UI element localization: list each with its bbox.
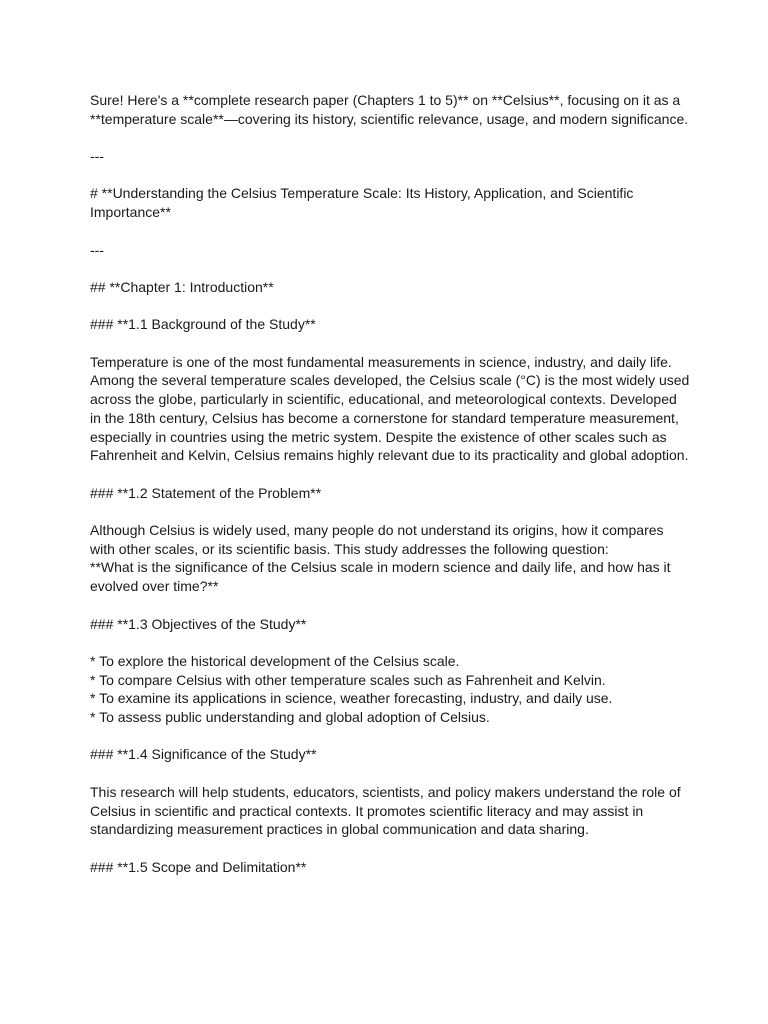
section-heading-1-2: ### **1.2 Statement of the Problem**: [90, 484, 322, 501]
problem-statement: Although Celsius is widely used, many people do not understand its origins, how it compares with other scales, or its scientific basis. This study addresses the following question:: [90, 522, 664, 557]
section-heading-1-5: ### **1.5 Scope and Delimitation**: [90, 858, 307, 875]
separator: ---: [90, 241, 104, 258]
section-heading-1-4: ### **1.4 Significance of the Study**: [90, 746, 317, 763]
section-body-1-2: [90, 521, 690, 596]
list-item: * To explore the historical development of the Celsius scale.: [90, 652, 460, 669]
document-title: # **Understanding the Celsius Temperature Scale: Its History, Application, and Scientific Importance**: [90, 185, 634, 221]
section-body-1-4: This research will help students, educators, scientists, and policy makers understand the role of Celsius in scientific and practical contexts. It promotes scientific literacy and may assist in standardizing measurement practices in global communication and data sharing.: [90, 783, 681, 838]
list-item: * To compare Celsius with other temperature scales such as Fahrenheit and Kelvin.: [90, 671, 606, 688]
chapter-heading: ## **Chapter 1: Introduction**: [90, 278, 274, 295]
list-item: * To examine its applications in science, weather forecasting, industry, and daily use.: [90, 690, 613, 707]
intro-paragraph: Sure! Here's a **complete research paper (Chapters 1 to 5)** on **Celsius**, focusing on it as a **temperature scale**—covering its history, scientific relevance, usage, and modern significance.: [90, 92, 689, 127]
research-question: **What is the significance of the Celsius scale in modern science and daily life, and how has it evolved over time?**: [90, 559, 671, 595]
separator: ---: [90, 148, 104, 165]
objectives-list: [90, 652, 690, 727]
section-heading-1-3: ### **1.3 Objectives of the Study**: [90, 615, 307, 632]
section-heading-1-1: ### **1.1 Background of the Study**: [90, 316, 316, 333]
document-page: [90, 91, 690, 895]
list-item: * To assess public understanding and global adoption of Celsius.: [90, 709, 490, 726]
section-body-1-1: Temperature is one of the most fundamental measurements in science, industry, and daily life. Among the several temperature scales developed, the Celsius scale (°C) is the most widely used across the globe, particularly in scientific, educational, and meteorological contexts. Developed in the 18th century, Celsius has become a cornerstone for standard temperature measurement, especially in countries using the metric system. Despite the existence of other scales such as Fahrenheit and Kelvin, Celsius remains highly relevant due to its practicality and global adoption.: [90, 353, 690, 464]
